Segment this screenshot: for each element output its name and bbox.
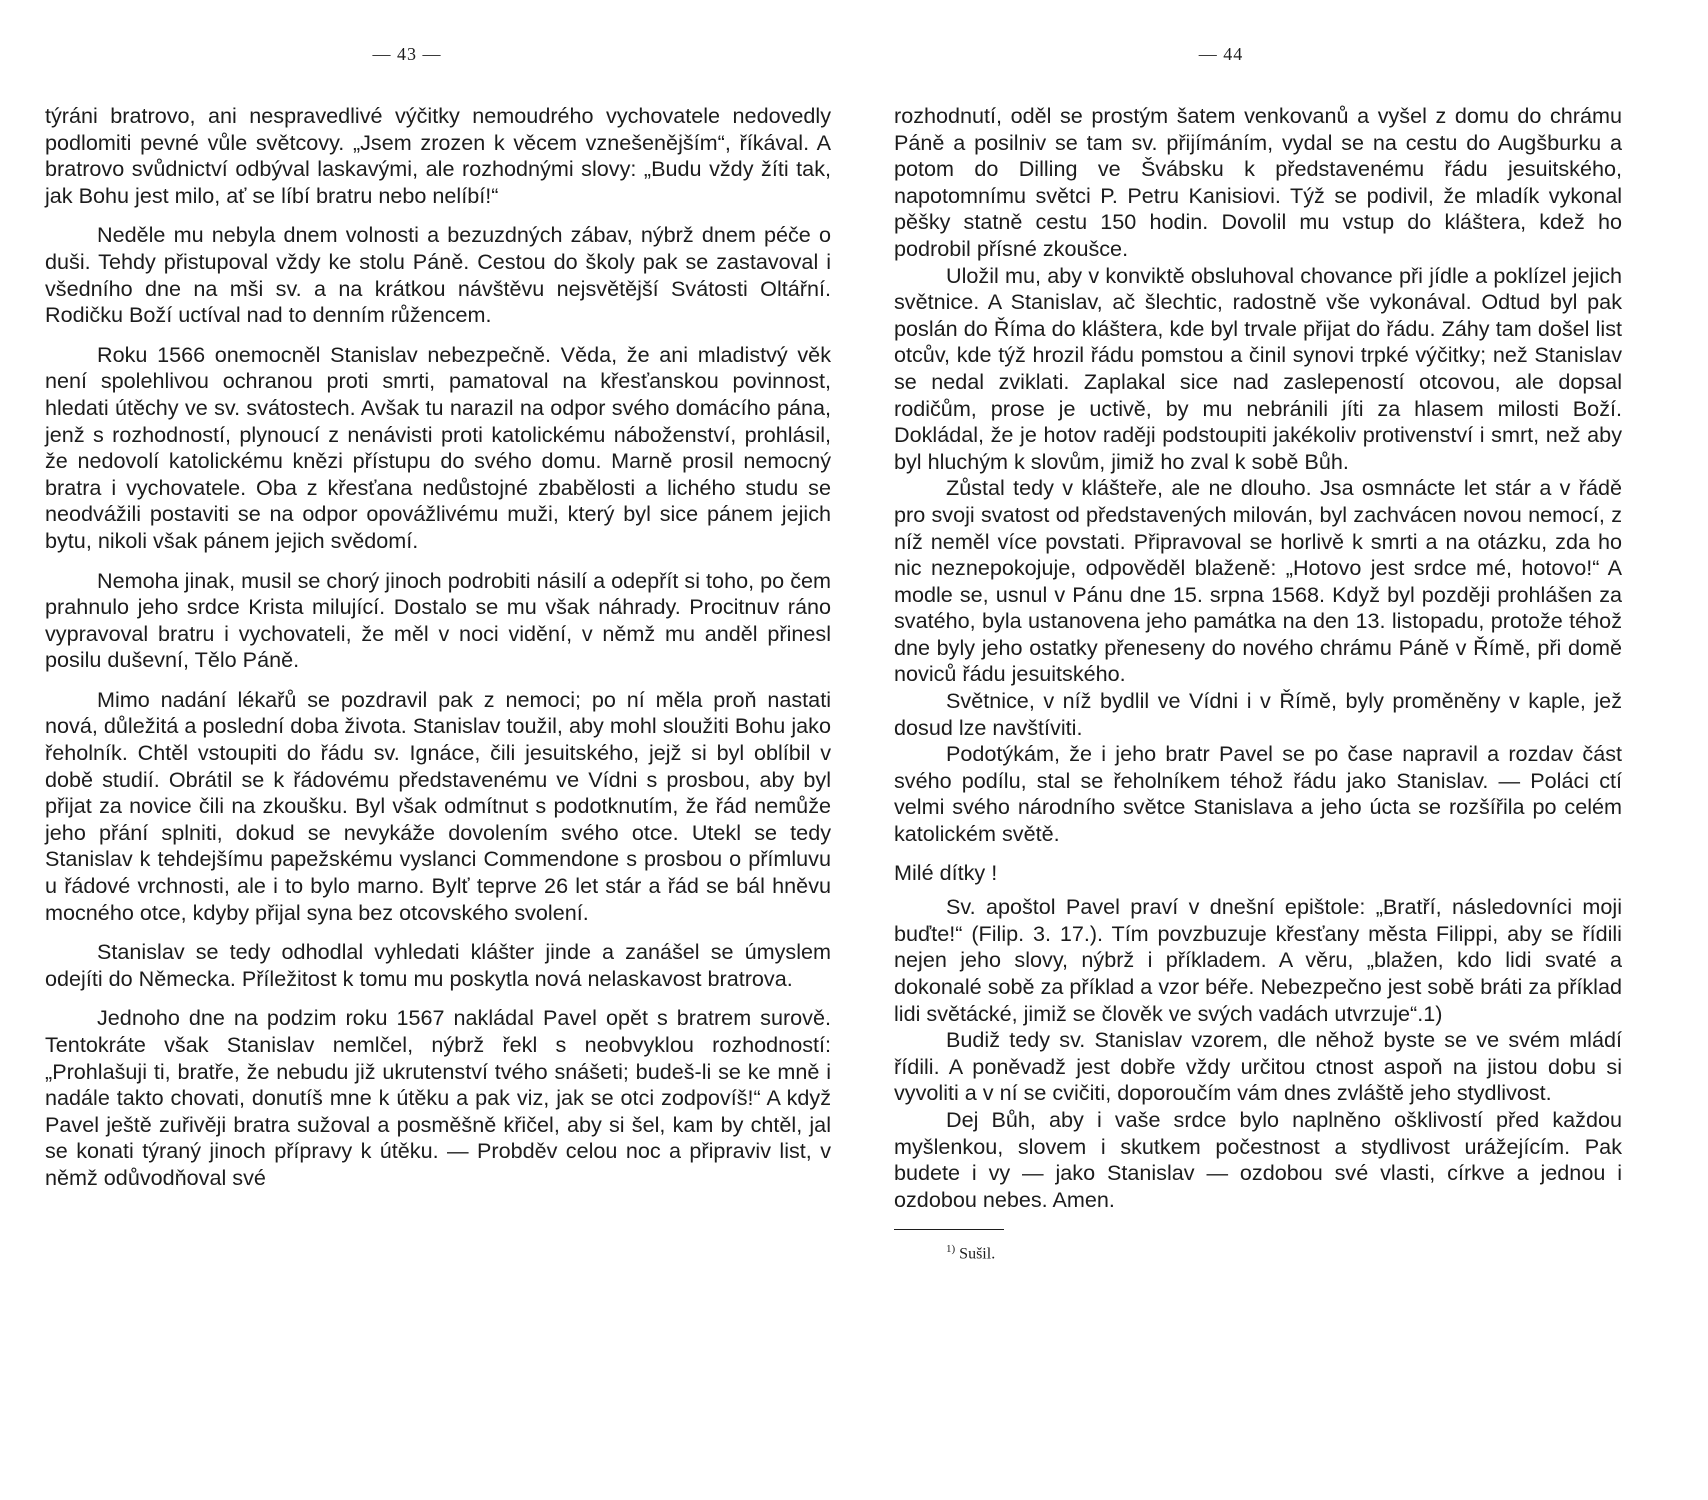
paragraph: Budiž tedy sv. Stanislav vzorem, dle něhož byste se ve svém mládí řídili. A poněvadž jest dobře vždy určitou ctnost aspoň na jistou dobu si vyvoliti a v ní se cvičiti, doporoučím vám dnes zvláště jeho stydlivost. [894,1027,1622,1106]
paragraph: Uložil mu, aby v konviktě obsluhoval chovance při jídle a poklízel jejich světnice. A Stanislav, ač šlechtic, radostně vše vykonával. Odtud byl pak poslán do Říma do kláštera, kde byl trvale přijat do řádu. Záhy tam došel list otcův, kde týž hrozil řádu pomstou a činil synovi trpké výčitky; než Stanislav se nedal zviklati. Zaplakal sice nad zaslepeností otcovou, ale dopsal rodičům, prose je uctivě, by mu nebránili jíti za hlasem milosti Boží. Dokládal, že je hotov raději podstoupiti jakékoliv protivenství i smrt, než aby byl hluchým k slovům, jimiž ho zval k sobě Bůh. [894,262,1622,474]
page-number: — 44 [1198,44,1244,64]
salutation: Milé dítky ! [894,859,998,885]
paragraph: Stanislav se tedy odhodlal vyhledati klášter jinde a zanášel se úmyslem odejíti do Německa. Příležitost k tomu mu poskytla nová nelaskavost bratrova. [45,939,831,991]
paragraph: Podotýkám, že i jeho bratr Pavel se po čase napravil a rozdav část svého podílu, stal se řeholníkem téhož řádu jako Stanislav. — Poláci ctí velmi svého národního světce Stanislava a jeho úcta se rozšířila po celém katolickém světě. [894,741,1622,847]
footnote-text: Sušil. [959,1245,996,1263]
page-number: — 43 — [372,44,442,64]
paragraph: Sv. apoštol Pavel praví v dnešní epištole: „Bratří, následovníci moji buďte!“ (Filip. 3. 17.). Tím povzbuzuje křesťany města Filippi, aby se řídili nejen jeho slovy, nýbrž i příkladem. A věru, „blažen, kdo lidi svaté a dokonalé sobě za příklad a vzor béře. Nebezpečno jest sobě bráti za příklad lidi světácké, jimiž se člověk ve svých vadách utvrzuje“.1) [894,894,1622,1026]
footnote [894,1236,1622,1268]
paragraph: Jednoho dne na podzim roku 1567 nakládal Pavel opět s bratrem surově. Tentokráte však Stanislav nemlčel, nýbrž řekl s neobvyklou rozhodností: „Prohlašuji ti, bratře, že nebudu již ukrutenství tvého snášeti; budeš-li se ke mně i nadále takto chovati, donutíš mne k útěku a pak viz, jak se otci zodpovíš!“ A když Pavel ještě zuřivěji bratra sužoval a posměšně křičel, aby si šel, kam by chtěl, jal se konati týraný jinoch přípravy k útěku. — Probděv celou noc a připraviv list, v němž odůvodňoval své [45,1005,831,1190]
paragraph: rozhodnutí, oděl se prostým šatem venkovanů a vyšel z domu do chrámu Páně a posilniv se tam sv. přijímáním, vydal se na cestu do Augšburku a potom do Dilling ve Švábsku k představenému řádu jesuitského, napotomnímu světci P. Petru Kanisiovi. Týž se podivil, že mladík vykonal pěšky statně cestu 150 hodin. Dovolil mu vstup do kláštera, kdež ho podrobil přísné zkoušce. [894,103,1622,261]
paragraph: Roku 1566 onemocněl Stanislav nebezpečně. Věda, že ani mladistvý věk není spolehlivou ochranou proti smrti, pamatoval na křesťanskou povinnost, hledati útěchy ve sv. svátostech. Avšak tu narazil na odpor svého domácího pána, jenž s rozhodností, plynoucí z nenávisti proti katolickému náboženství, prohlásil, že nedovolí katolickému knězi přístupu do svého domu. Marně prosil nemocný bratra i vychovatele. Oba z křesťana nedůstojné zbabělosti a lichého studu se neodvážili postaviti se na odpor opovážlivému muži, který byl sice pánem jejich bytu, nikoli však pánem jejich svědomí. [45,341,831,553]
paragraph: Mimo nadání lékařů se pozdravil pak z nemoci; po ní měla proň nastati nová, důležitá a poslední doba života. Stanislav toužil, aby mohl sloužiti Bohu jako řeholník. Chtěl vstoupiti do řádu sv. Ignáce, čili jesuitského, jejž si byl oblíbil v době studií. Obrátil se k řádovému představenému ve Vídni s prosbou, aby byl přijat za novice čili na zkoušku. Byl však odmítnut s podotknutím, že řád nemůže jeho přání splniti, dokud se nevykáže dovolením svého otce. Utekl se tedy Stanislav k tehdejšímu papežskému vyslanci Commendone s prosbou o přímluvu u řádové vrchnosti, ale i to bylo marno. Bylť teprve 26 let stár a řád se bál hněvu mocného otce, kdyby přijal syna bez otcovského svolení. [45,686,831,925]
text-column [894,103,1622,1268]
paragraph: Světnice, v níž bydlil ve Vídni i v Římě, byly proměněny v kaple, jež dosud lze navštíviti. [894,688,1622,740]
footnote-divider [894,1229,1004,1230]
paragraph: týráni bratrovo, ani nespravedlivé výčitky nemoudrého vychovatele nedovedly podlomiti pevné vůle světcovy. „Jsem zrozen k věcem vznešenějším“, říkával. A bratrovo svůdnictví odbýval laskavými, ale rozhodnými slovy: „Budu vždy žíti tak, jak Bohu jest milo, ať se líbí bratru nebo nelíbí!“ [45,103,831,208]
paragraph: Nemoha jinak, musil se chorý jinoch podrobiti násilí a odepřít si toho, po čem prahnulo jeho srdce Krista milující. Dostalo se mu však náhrady. Procitnuv ráno vypravoval bratru i vychovateli, že měl v noci vidění, v němž mu anděl přinesl posilu duševní, Tělo Páně. [45,567,831,673]
footnote-marker: 1) [946,1243,956,1256]
paragraph: Neděle mu nebyla dnem volnosti a bezuzdných zábav, nýbrž dnem péče o duši. Tehdy přistupoval vždy ke stolu Páně. Cestou do školy pak se zastavoval i všedního dne na mši sv. a na krátkou návštěvu nejsvětější Svátosti Oltářní. Rodičku Boží uctíval nad to denním růžencem. [45,222,831,328]
paragraph: Zůstal tedy v klášteře, ale ne dlouho. Jsa osmnácte let stár a v řádě pro svoji svatost od představených milován, byl zachvácen novou nemocí, z níž neměl více povstati. Připravoval se horlivě k smrti a na otázku, zda ho nic neznepokojuje, odpověděl blaženě: „Hotovo jest srdce mé, hotovo!“ A modle se, usnul v Pánu dne 15. srpna 1568. Když byl později prohlášen za svatého, byla ustanovena jeho památka na den 13. listopadu, protože téhož dne byly jeho ostatky přeneseny do nového chrámu Páně v Římě, při domě noviců řádu jesuitského. [894,475,1622,687]
text-column [45,103,831,1192]
paragraph: Dej Bůh, aby i vaše srdce bylo naplněno ošklivostí před každou myšlenkou, slovem i skutkem počestnost a stydlivost urážejícím. Pak budete i vy — jako Stanislav — ozdobou své vlasti, církve a jednou i ozdobou nebes. Amen. [894,1106,1622,1212]
right-page [854,0,1708,1500]
